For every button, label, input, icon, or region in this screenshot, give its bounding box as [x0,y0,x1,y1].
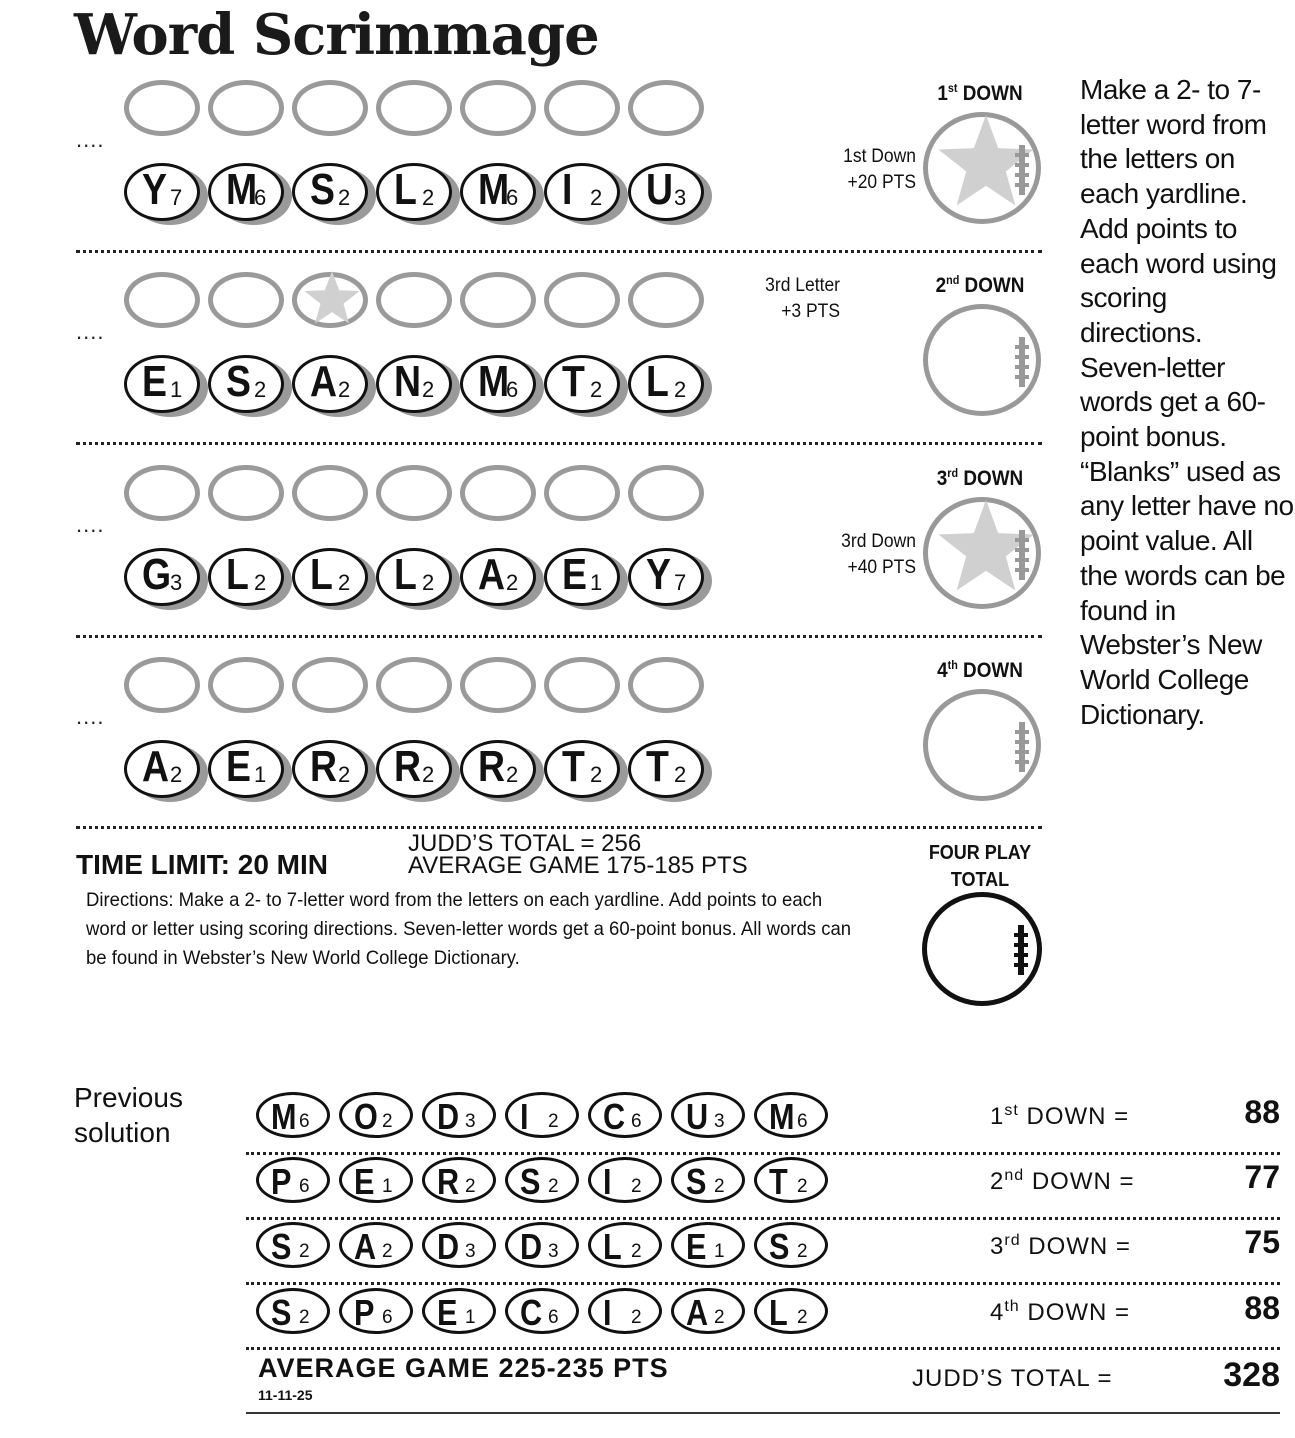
tile-value: 6 [631,1111,642,1132]
tile-letter: L [769,1292,788,1333]
down-score-ball[interactable] [923,689,1041,801]
solution-tile [754,1222,828,1268]
yardline-separator [76,250,1042,253]
tile-letter: I [520,1096,529,1137]
solution-down-label: 1st DOWN = [990,1102,1130,1130]
tile-value: 2 [631,1176,642,1197]
tile-value: 6 [506,185,519,210]
time-limit: TIME LIMIT: 20 MIN [76,849,328,880]
previous-solution-label [74,1080,183,1150]
tile-value: 2 [299,1241,310,1262]
tile-value: 2 [422,185,435,210]
yardline-dots: .... [76,512,105,537]
solution-tile [505,1157,579,1203]
tile-value: 1 [170,377,183,402]
tile-value: 2 [254,570,267,595]
answer-slot[interactable] [460,465,536,521]
solution-tile [422,1157,496,1203]
letter-tile[interactable] [460,740,542,800]
answer-slot[interactable] [292,80,368,136]
tile-letter: C [603,1096,626,1137]
solution-tile [339,1222,413,1268]
solution-tile [339,1288,413,1334]
answer-slot[interactable] [460,80,536,136]
letter-tile[interactable] [292,355,374,415]
tile-value: 1 [590,570,603,595]
tile-value: 2 [422,570,435,595]
tile-letter: E [562,550,587,599]
letter-tile[interactable] [628,355,710,415]
tile-letter: S [226,357,251,406]
tile-letter: D [520,1226,543,1267]
tile-value: 2 [631,1241,642,1262]
letter-tile[interactable] [544,163,626,223]
yardline-dots: .... [76,319,105,344]
solution-tile [671,1288,745,1334]
average-game: AVERAGE GAME 175-185 PTS [408,852,748,879]
solution-down-label: 4th DOWN = [990,1298,1131,1326]
tile-letter: N [394,357,422,406]
solution-tile [671,1092,745,1138]
star-icon [303,271,361,334]
scoring-bonus: 1st Down +20 PTS [843,146,916,193]
tile-value: 3 [465,1241,476,1262]
solution-down-points: 88 [1244,1290,1280,1326]
answer-slot[interactable] [292,657,368,713]
tile-letter: E [437,1292,458,1333]
football-lace-icon [1015,145,1029,195]
tile-value: 2 [382,1241,393,1262]
yardline-dots: .... [76,127,105,152]
football-lace-icon [1015,530,1029,580]
football-lace-icon [1014,925,1028,975]
letter-tile[interactable] [544,740,626,800]
answer-slot[interactable] [124,657,200,713]
solution-average-game: AVERAGE GAME 225-235 PTS [258,1353,669,1383]
bottom-rule [246,1412,1280,1414]
tile-letter: S [271,1292,292,1333]
tile-letter: R [478,742,506,791]
letter-tile[interactable] [292,163,374,223]
tile-letter: C [520,1292,543,1333]
tile-letter: L [394,165,417,214]
answer-slot[interactable] [544,465,620,521]
scoring-bonus: 3rd Letter +3 PTS [765,275,840,322]
letter-tile[interactable] [124,355,206,415]
solution-tile [422,1222,496,1268]
tile-value: 6 [506,377,519,402]
tile-letter: A [478,550,506,599]
tile-letter: M [769,1096,795,1137]
tile-value: 3 [674,185,687,210]
tile-value: 1 [465,1307,476,1328]
tile-letter: S [271,1226,292,1267]
judds-total: JUDD’S TOTAL = 256 [408,830,642,857]
tile-letter: L [646,357,669,406]
tile-letter: L [394,550,417,599]
answer-slot[interactable] [292,465,368,521]
solution-tile [588,1288,662,1334]
tile-value: 2 [631,1307,642,1328]
tile-letter: Y [142,165,167,214]
tile-letter: L [226,550,249,599]
solution-separator [246,1217,1280,1220]
solution-tile [505,1092,579,1138]
tile-value: 2 [170,762,183,787]
tile-value: 2 [338,377,351,402]
letter-tile[interactable] [376,355,458,415]
tile-value: 2 [548,1111,559,1132]
tile-letter: U [686,1096,709,1137]
tile-letter: M [271,1096,297,1137]
tile-value: 2 [674,762,687,787]
letter-tile[interactable] [628,740,710,800]
side-instructions: Make a 2- to 7-letter word from the letters on each yardline. Add points to each word using scoring directions. Seven-letter words get a 60-point bonus. “Blanks” used as any letter have no point value. All the words can be found in Webster’s New World College Dictionary. [1080,74,1294,730]
down-score-ball[interactable] [923,112,1041,224]
tile-value: 6 [254,185,267,210]
tile-value: 6 [382,1307,393,1328]
puzzle-date: 11-11-25 [258,1387,313,1403]
tile-value: 3 [714,1111,725,1132]
answer-slot[interactable] [628,80,704,136]
tile-letter: T [562,357,585,406]
letter-tile[interactable] [460,548,542,608]
tile-letter: A [142,742,170,791]
tile-letter: I [603,1292,612,1333]
down-score-ball[interactable] [923,497,1041,609]
solution-tile [422,1288,496,1334]
tile-letter: D [437,1096,460,1137]
four-play-total-label [917,840,1043,894]
solution-tile [256,1092,330,1138]
down-label: 2nd DOWN [935,273,1025,297]
letter-tile[interactable] [376,548,458,608]
yardline-dots: .... [76,704,105,729]
tile-value: 2 [465,1176,476,1197]
letter-tile[interactable] [544,548,626,608]
letter-tile[interactable] [124,163,206,223]
letter-tile[interactable] [460,355,542,415]
tile-letter: S [686,1161,707,1202]
answer-slot[interactable] [208,465,284,521]
letter-tile[interactable] [628,548,710,608]
letter-tile[interactable] [376,740,458,800]
tile-value: 2 [422,762,435,787]
tile-letter: S [310,165,335,214]
tile-value: 2 [338,185,351,210]
football-lace-icon [1015,722,1029,772]
tile-value: 2 [714,1307,725,1328]
answer-slot[interactable] [628,465,704,521]
previous-label-line1: Previous [74,1082,183,1113]
solution-tile [505,1288,579,1334]
solution-tile [671,1157,745,1203]
letter-tile[interactable] [208,548,290,608]
answer-slot[interactable] [460,272,536,328]
solution-tile [754,1092,828,1138]
tile-value: 2 [338,570,351,595]
answer-slot[interactable] [544,272,620,328]
letter-tile[interactable] [376,163,458,223]
tile-letter: T [646,742,669,791]
answer-slot[interactable] [376,272,452,328]
tile-value: 2 [299,1307,310,1328]
tile-value: 2 [506,762,519,787]
answer-slot[interactable] [208,272,284,328]
letter-tile[interactable] [544,355,626,415]
tile-letter: I [562,165,573,214]
solution-separator [246,1282,1280,1285]
tile-value: 1 [714,1241,725,1262]
tile-value: 1 [254,762,267,787]
tile-value: 2 [797,1307,808,1328]
football-lace-icon [1015,337,1029,387]
tile-letter: M [478,357,510,406]
solution-tile [339,1092,413,1138]
letter-tile[interactable] [460,163,542,223]
tile-value: 3 [170,570,183,595]
tile-letter: Y [646,550,671,599]
answer-slot[interactable] [124,272,200,328]
solution-separator [246,1152,1280,1155]
tile-letter: G [142,550,172,599]
tile-value: 6 [548,1307,559,1328]
solution-tile [754,1157,828,1203]
tile-value: 7 [674,570,687,595]
tile-value: 2 [590,377,603,402]
tile-letter: S [520,1161,541,1202]
yardline-separator [76,826,1042,829]
solution-tile [754,1288,828,1334]
letter-tile[interactable] [628,163,710,223]
answer-slot[interactable] [208,80,284,136]
tile-value: 7 [170,185,183,210]
answer-slot[interactable] [292,272,368,328]
page-title: Word Scrimmage [74,2,599,68]
solution-tile [671,1222,745,1268]
tile-letter: R [437,1161,460,1202]
tile-value: 3 [465,1111,476,1132]
solution-total-value: 328 [1223,1356,1280,1394]
solution-down-points: 77 [1244,1159,1280,1195]
four-play-label-line1: FOUR PLAY [928,842,1032,864]
judds-total-average [408,830,748,879]
solution-down-points: 75 [1244,1224,1280,1260]
tile-value: 2 [797,1241,808,1262]
directions-text: Directions: Make a 2- to 7-letter word from the letters on each yardline. Add points to each word or letter using scoring directions. Seven-letter words get a 60-point bonus. All words can be found in Webster’s New World College Dictionary. [86,889,852,969]
yardline-separator [76,635,1042,638]
tile-letter: S [769,1226,790,1267]
solution-down-label: 3rd DOWN = [990,1232,1131,1260]
tile-letter: D [437,1226,460,1267]
solution-tile [588,1222,662,1268]
tile-letter: E [354,1161,375,1202]
tile-letter: E [686,1226,707,1267]
solution-separator [246,1347,1280,1350]
answer-slot[interactable] [124,465,200,521]
tile-value: 2 [506,570,519,595]
tile-value: 6 [797,1111,808,1132]
letter-tile[interactable] [208,163,290,223]
answer-slot[interactable] [544,657,620,713]
tile-letter: T [769,1161,788,1202]
letter-tile[interactable] [292,548,374,608]
answer-slot[interactable] [376,465,452,521]
letter-tile[interactable] [124,740,206,800]
tile-value: 2 [422,377,435,402]
solution-tile [256,1288,330,1334]
answer-slot[interactable] [544,80,620,136]
yardline-separator [76,442,1042,445]
tile-letter: L [310,550,333,599]
answer-slot[interactable] [376,80,452,136]
down-label: 4th DOWN [937,658,1023,682]
tile-letter: E [142,357,167,406]
tile-letter: U [646,165,674,214]
tile-value: 2 [797,1176,808,1197]
solution-tile [339,1157,413,1203]
tile-value: 2 [590,185,603,210]
solution-tile [588,1157,662,1203]
tile-value: 2 [548,1176,559,1197]
solution-tile [505,1222,579,1268]
down-label: 3rd DOWN [936,466,1024,490]
tile-value: 2 [382,1111,393,1132]
answer-slot[interactable] [124,80,200,136]
tile-value: 2 [714,1176,725,1197]
down-score-ball[interactable] [923,304,1041,416]
solution-tile [256,1157,330,1203]
tile-value: 6 [299,1111,310,1132]
solution-tile [422,1092,496,1138]
down-label: 1st DOWN [937,81,1023,105]
tile-letter: M [478,165,510,214]
answer-slot[interactable] [460,657,536,713]
answer-slot[interactable] [376,657,452,713]
tile-letter: T [562,742,585,791]
letter-tile[interactable] [124,548,206,608]
tile-letter: R [310,742,338,791]
four-play-total-ball[interactable] [922,892,1042,1006]
four-play-label-line2: TOTAL [950,869,1010,891]
solution-tile [588,1092,662,1138]
tile-letter: O [354,1096,378,1137]
tile-value: 2 [590,762,603,787]
letter-tile[interactable] [292,740,374,800]
tile-value: 1 [382,1176,393,1197]
tile-letter: P [271,1161,292,1202]
solution-total-label: JUDD’S TOTAL = [912,1365,1113,1392]
tile-letter: A [310,357,338,406]
tile-letter: I [603,1161,612,1202]
tile-value: 6 [299,1176,310,1197]
tile-letter: L [603,1226,622,1267]
solution-tile [256,1222,330,1268]
tile-value: 2 [338,762,351,787]
tile-letter: A [354,1226,377,1267]
tile-letter: P [354,1292,375,1333]
answer-slot[interactable] [208,657,284,713]
tile-letter: R [394,742,422,791]
answer-slot[interactable] [628,657,704,713]
solution-down-points: 88 [1244,1094,1280,1130]
solution-down-label: 2nd DOWN = [990,1167,1135,1195]
letter-tile[interactable] [208,740,290,800]
tile-letter: A [686,1292,709,1333]
tile-value: 2 [674,377,687,402]
tile-letter: M [226,165,258,214]
tile-letter: E [226,742,251,791]
previous-label-line2: solution [74,1117,171,1148]
tile-value: 3 [548,1241,559,1262]
scoring-bonus: 3rd Down +40 PTS [841,531,916,578]
letter-tile[interactable] [208,355,290,415]
tile-value: 2 [254,377,267,402]
